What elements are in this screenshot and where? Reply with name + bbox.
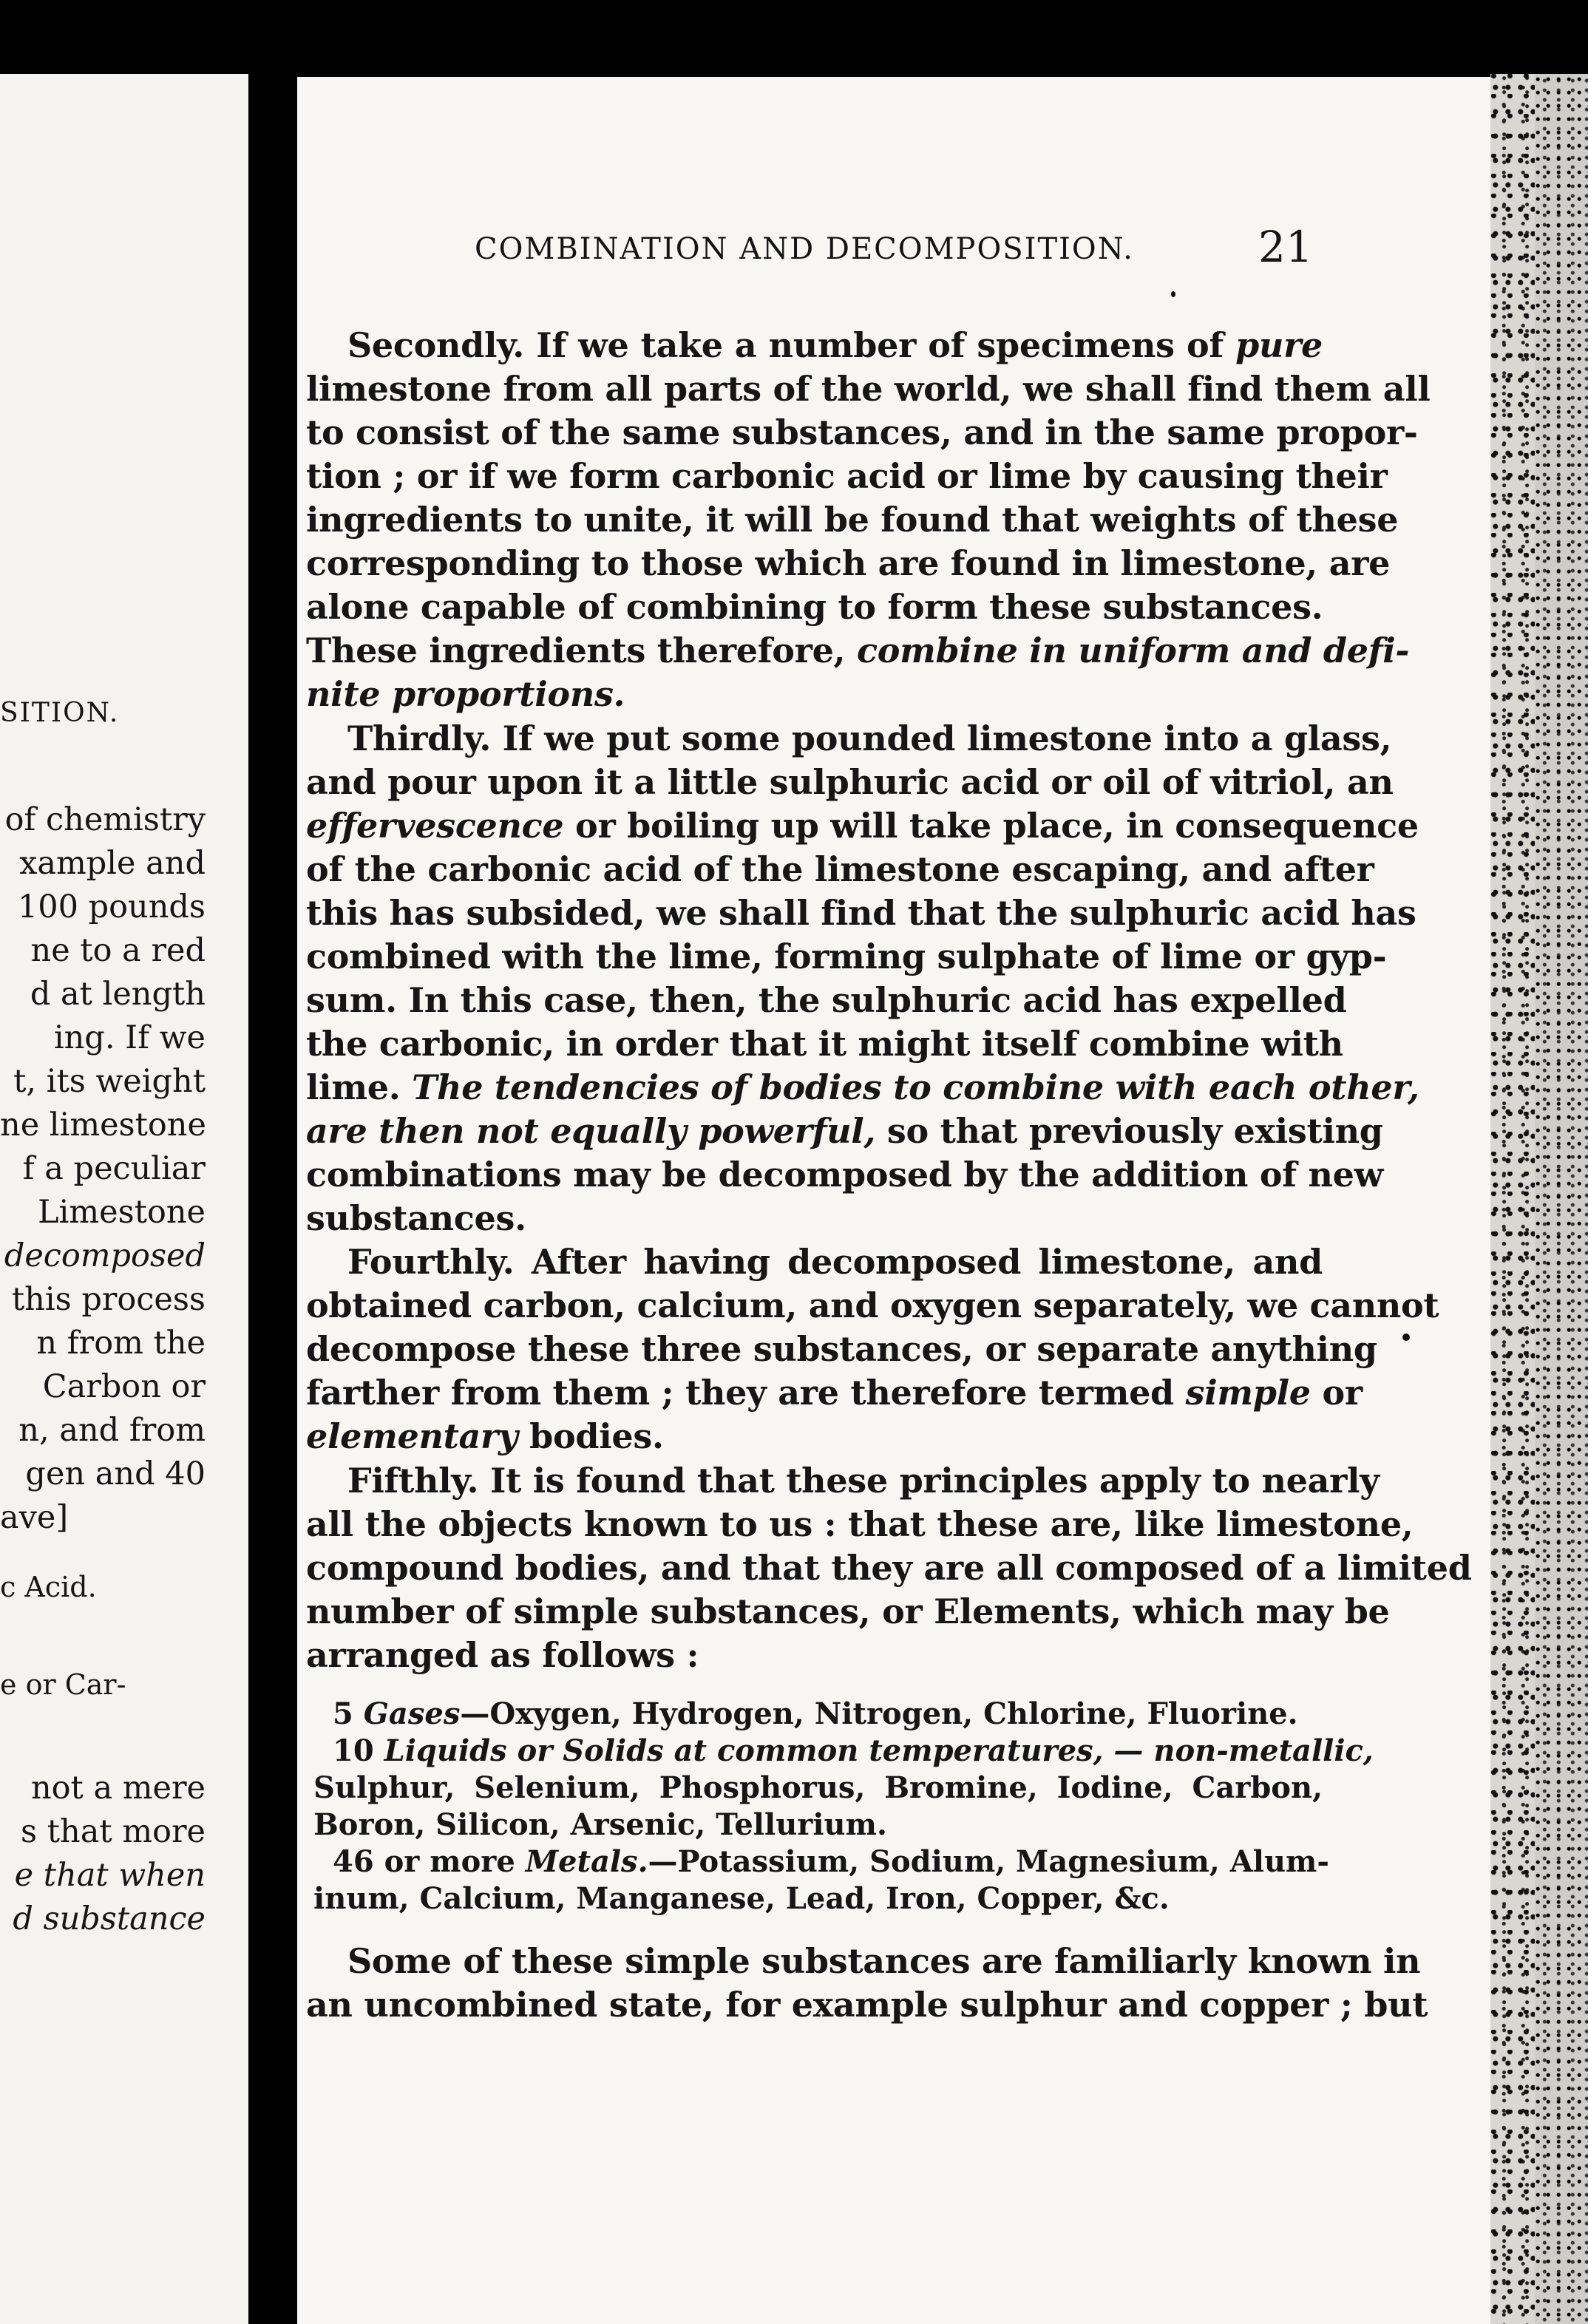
left-line: of chemistry: [4, 801, 206, 838]
ink-speck: [1171, 291, 1175, 297]
elements-line: Boron, Silicon, Arsenic, Tellurium.: [313, 1807, 887, 1842]
left-line: ing. If we: [53, 1019, 206, 1056]
running-head: COMBINATION AND DECOMPOSITION.: [475, 232, 1134, 266]
left-line: e or Car-: [0, 1668, 126, 1701]
paragraph-line: corresponding to those which are found in limestone, are: [306, 543, 1391, 583]
left-line: d at length: [30, 976, 206, 1013]
elements-line: 46 or more Metals.—Potassium, Sodium, Magnesium, Alum-: [333, 1844, 1329, 1879]
previous-page: [0, 74, 248, 2324]
paragraph-line: decompose these three substances, or separate anything: [306, 1329, 1377, 1369]
paragraph-line: Fourthly. After having decomposed limestone, and: [347, 1242, 1323, 1282]
paragraph-line: arranged as follows :: [306, 1635, 699, 1675]
paragraph-line: tion ; or if we form carbonic acid or lime by causing their: [306, 456, 1388, 496]
paragraph-line: lime. The tendencies of bodies to combine with each other,: [306, 1067, 1419, 1107]
paragraph-line: Fifthly. It is found that these principles apply to nearly: [347, 1461, 1380, 1501]
elements-line: 10 Liquids or Solids at common temperatures, — non-metallic,: [333, 1733, 1374, 1768]
page-number: 21: [1258, 222, 1313, 272]
page-edge-speckle: [1535, 74, 1588, 2324]
paragraph-line: alone capable of combining to form these substances.: [306, 587, 1323, 627]
paragraph-line: substances.: [306, 1198, 526, 1238]
ink-speck: [1402, 1333, 1410, 1341]
left-line: ave]: [0, 1499, 69, 1536]
left-line: n, and from: [18, 1412, 206, 1449]
left-line: c Acid.: [0, 1571, 97, 1603]
paragraph-line: Secondly. If we take a number of specimens of pure: [347, 325, 1323, 365]
left-line: ne limestone: [0, 1107, 206, 1144]
page-gutter: [248, 0, 296, 2324]
paragraph-line: an uncombined state, for example sulphur and copper ; but: [306, 1985, 1428, 2025]
elements-line: Sulphur, Selenium, Phosphorus, Bromine, Iodine, Carbon,: [313, 1770, 1323, 1805]
paragraph-line: are then not equally powerful, so that previously existing: [306, 1111, 1383, 1151]
page-edge: [1490, 74, 1588, 2324]
paragraph-line: limestone from all parts of the world, we shall find them all: [306, 369, 1431, 409]
paragraph-line: all the objects known to us : that these are, like limestone,: [306, 1504, 1414, 1544]
left-line: this process: [11, 1281, 206, 1318]
paragraph-line: Some of these simple substances are familiarly known in: [347, 1941, 1421, 1981]
paragraph-line: farther from them ; they are therefore termed simple or: [306, 1373, 1363, 1413]
left-line: d substance: [13, 1900, 206, 1937]
elements-line: inum, Calcium, Manganese, Lead, Iron, Copper, &c.: [313, 1881, 1170, 1916]
paragraph-line: to consist of the same substances, and in the same propor-: [306, 412, 1418, 452]
left-line: Carbon or: [42, 1368, 206, 1405]
paragraph-line: nite proportions.: [306, 674, 625, 714]
paragraph-line: the carbonic, in order that it might itself combine with: [306, 1024, 1343, 1064]
paragraph-line: Thirdly. If we put some pounded limestone into a glass,: [347, 718, 1392, 758]
left-line: gen and 40: [25, 1455, 206, 1492]
left-line: ne to a red: [30, 932, 206, 969]
paragraph-line: this has subsided, we shall find that the sulphuric acid has: [306, 893, 1416, 933]
paragraph-line: elementary bodies.: [306, 1416, 664, 1456]
paragraph-line: These ingredients therefore, combine in uniform and defi-: [306, 631, 1410, 670]
paragraph-line: ingredients to unite, it will be found that weights of these: [306, 500, 1399, 540]
paragraph-line: number of simple substances, or Elements, which may be: [306, 1591, 1390, 1631]
paragraph-line: obtained carbon, calcium, and oxygen separately, we cannot: [306, 1285, 1439, 1325]
left-line: t, its weight: [13, 1063, 206, 1100]
left-line: n from the: [36, 1325, 206, 1362]
paragraph-line: compound bodies, and that they are all composed of a limited: [306, 1548, 1472, 1588]
left-line: decomposed: [4, 1237, 206, 1274]
left-heading: SITION.: [0, 698, 120, 728]
paragraph-line: of the carbonic acid of the limestone escaping, and after: [306, 849, 1374, 889]
left-line: f a peculiar: [22, 1150, 206, 1187]
paragraph-line: sum. In this case, then, the sulphuric acid has expelled: [306, 980, 1347, 1020]
left-line: Limestone: [38, 1194, 206, 1231]
current-page: [297, 77, 1490, 2324]
paragraph-line: and pour upon it a little sulphuric acid or oil of vitriol, an: [306, 762, 1394, 802]
paragraph-line: combinations may be decomposed by the addition of new: [306, 1155, 1383, 1195]
left-line: not a mere: [30, 1770, 206, 1807]
paragraph-line: effervescence or boiling up will take place, in consequence: [306, 806, 1419, 846]
left-line: xample and: [19, 845, 206, 882]
left-line: e that when: [14, 1857, 206, 1894]
paragraph-line: combined with the lime, forming sulphate of lime or gyp-: [306, 937, 1387, 976]
left-line: 100 pounds: [17, 889, 206, 925]
elements-line: 5 Gases—Oxygen, Hydrogen, Nitrogen, Chlorine, Fluorine.: [333, 1696, 1298, 1731]
left-line: s that more: [21, 1813, 206, 1850]
